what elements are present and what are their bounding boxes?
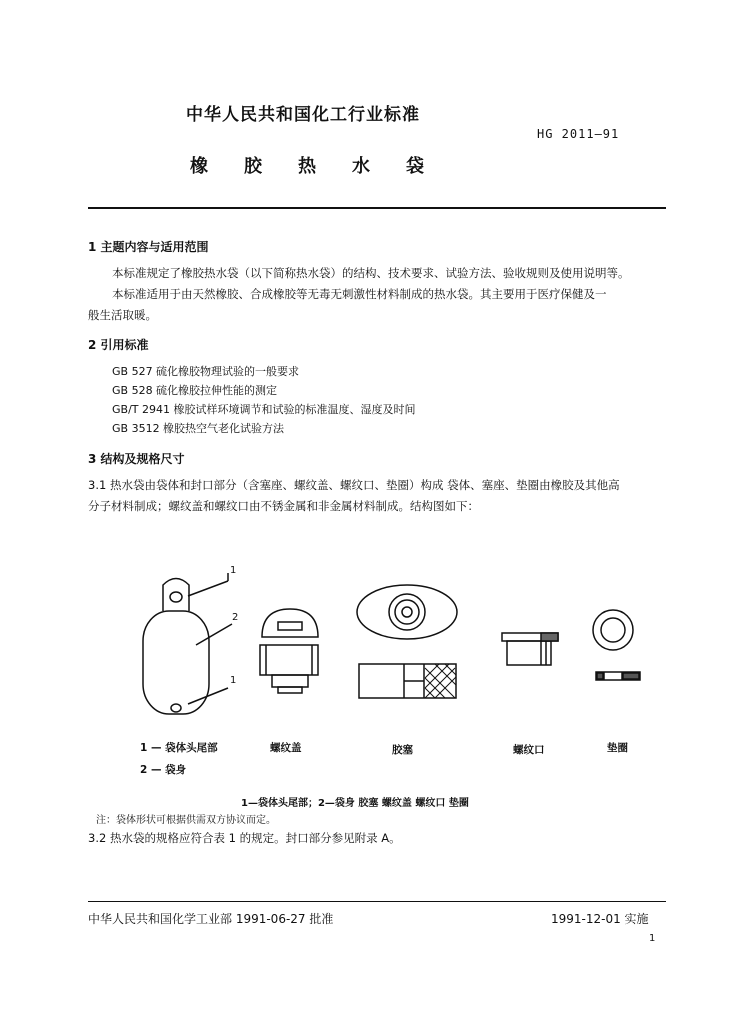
section-1-paragraph-2-line-2: 般生活取暖。 <box>88 308 157 322</box>
section-1-paragraph-2-line-1: 本标准适用于由天然橡胶、合成橡胶等无毒无刺激性材料制成的热水袋。其主要用于医疗保健及一 <box>112 287 607 301</box>
label-bag-head-tail: 1 — 袋体头尾部 <box>140 742 218 754</box>
label-rubber-plug: 胶塞 <box>392 744 413 756</box>
clause-3-1-line-2: 分子材料制成；螺纹盖和螺纹口由不锈金属和非金属材料制成。结构图如下： <box>88 499 479 513</box>
screw-mouth-drawing <box>502 633 558 665</box>
reference-gb528: GB 528 硫化橡胶拉伸性能的测定 <box>112 384 278 397</box>
approval-statement: 中华人民共和国化学工业部 1991-06-27 批准 <box>88 912 334 926</box>
label-screw-cap: 螺纹盖 <box>270 742 302 754</box>
label-bag-body: 2 — 袋身 <box>140 764 187 776</box>
clause-3-2: 3.2 热水袋的规格应符合表 1 的规定。封口部分参见附录 A。 <box>88 831 401 845</box>
footer-rule <box>88 901 666 902</box>
callout-2: 2 <box>232 612 239 623</box>
washer-drawing <box>593 610 640 680</box>
section-1-paragraph-1: 本标准规定了橡胶热水袋（以下简称热水袋）的结构、技术要求、试验方法、验收规则及使用说明等。 <box>112 266 630 280</box>
figure-note: 注：袋体形状可根据供需双方协议而定。 <box>96 815 276 826</box>
standard-title: 中华人民共和国化工行业标准 <box>186 105 420 125</box>
screw-cap-drawing <box>260 609 318 693</box>
hot-water-bag-drawing <box>143 573 232 714</box>
figure-caption: 1—袋体头尾部；2—袋身 胶塞 螺纹盖 螺纹口 垫圈 <box>241 798 469 809</box>
reference-gbt2941: GB/T 2941 橡胶试样环境调节和试验的标准温度、湿度及时间 <box>112 403 416 416</box>
section-1-heading: 1 主题内容与适用范围 <box>88 240 209 254</box>
callout-1-bottom: 1 <box>230 675 237 686</box>
standard-code: HG 2011—91 <box>537 127 620 141</box>
reference-gb527: GB 527 硫化橡胶物理试验的一般要求 <box>112 365 300 378</box>
implementation-date: 1991-12-01 实施 <box>551 912 649 926</box>
document-title: 橡胶热水袋 <box>190 156 460 177</box>
label-washer: 垫圈 <box>607 742 628 754</box>
section-3-heading: 3 结构及规格尺寸 <box>88 452 185 466</box>
label-screw-mouth: 螺纹口 <box>513 744 545 756</box>
clause-3-1-line-1: 3.1 热水袋由袋体和封口部分（含塞座、螺纹盖、螺纹口、垫圈）构成 袋体、塞座、垫圈由橡胶及其他高 <box>88 478 620 492</box>
callout-1-top: 1 <box>230 565 237 576</box>
reference-gb3512: GB 3512 橡胶热空气老化试验方法 <box>112 422 285 435</box>
section-2-heading: 2 引用标准 <box>88 338 149 352</box>
page-number: 1 <box>649 933 656 944</box>
